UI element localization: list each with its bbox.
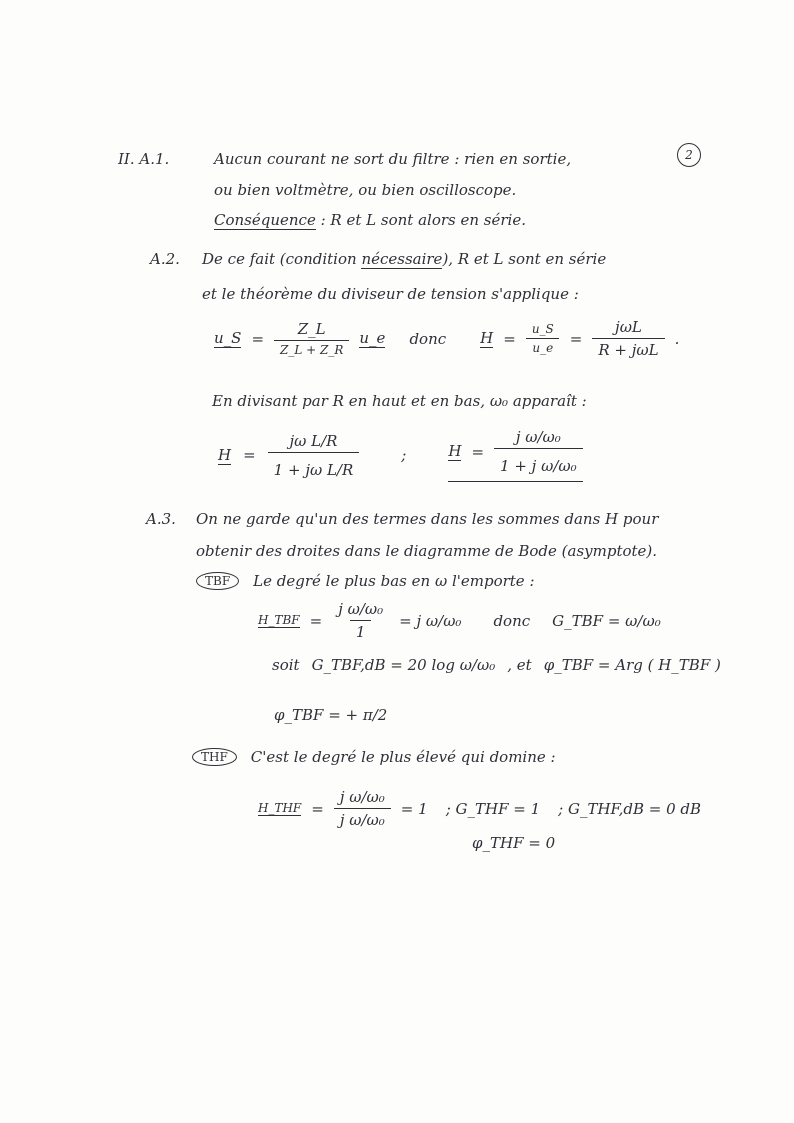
tbf-line: Le degré le plus bas en ω l'emporte :	[253, 572, 535, 590]
page-number	[677, 143, 701, 167]
period: .	[674, 329, 680, 348]
h-w0-equation	[218, 428, 583, 482]
h-r-fraction	[268, 432, 360, 479]
divider-equation	[214, 318, 679, 359]
thf-heading	[192, 748, 556, 766]
h-tbf-fraction	[332, 600, 389, 641]
consequence-text: : R et L sont alors en série.	[320, 211, 526, 229]
a1-line2: ou bien voltmètre, ou bien oscilloscope.	[214, 181, 517, 199]
h-w0-fraction	[494, 428, 583, 475]
a3-line2: obtenir des droites dans le diagramme de Bode (asymptote).	[196, 542, 658, 560]
equals-sign-7: =	[311, 799, 324, 818]
equals-sign-6: =	[309, 611, 323, 630]
phi-thf: φ_THF = 0	[472, 834, 556, 852]
r-jwl-denominator: R + jωL	[592, 338, 664, 359]
h-tbf-numerator: j ω/ω₀	[338, 600, 384, 618]
zl-fraction	[274, 320, 349, 357]
a2-line1-b: ), R et L sont en série	[442, 250, 607, 268]
a2-line1-a: De ce fait (condition	[202, 250, 362, 268]
a3-line1: On ne garde qu'un des termes dans les sommes dans H pour	[196, 510, 659, 528]
page-number-text: 2	[685, 148, 693, 162]
jwl-fraction	[592, 318, 664, 359]
et-word: , et	[507, 656, 532, 674]
g-thf: ; G_THF = 1	[445, 799, 541, 818]
phi-tbf: φ_TBF = + π/2	[274, 706, 388, 724]
h-symbol-2: H	[218, 445, 232, 464]
h-symbol-3: H	[448, 442, 462, 460]
thf-line: C'est le degré le plus élevé qui domine :	[250, 748, 556, 766]
h-tbf-equation	[258, 600, 661, 641]
ue-denominator: u_e	[526, 338, 559, 355]
a1-consequence	[214, 211, 526, 229]
donc-word: donc	[409, 329, 447, 348]
h-w0-boxed	[448, 428, 582, 482]
g-tbf-db-line	[272, 656, 721, 674]
a2-line1-underlined: nécessaire	[361, 250, 443, 268]
h-thf-equation	[258, 788, 701, 829]
equals-sign: =	[251, 329, 265, 348]
h-thf-denominator: j ω/ω₀	[334, 808, 391, 829]
g-thf-db: ; G_THF,dB = 0 dB	[558, 799, 702, 818]
tbf-heading	[196, 572, 535, 590]
equals-sign-5: =	[471, 442, 485, 461]
consequence-label: Conséquence	[214, 211, 316, 229]
soit-word: soit	[272, 656, 300, 674]
semicolon: ;	[401, 446, 407, 464]
h-w0-denominator: 1 + j ω/ω₀	[494, 448, 583, 475]
h-thf-result: = 1	[400, 799, 428, 818]
a1-line1: Aucun courant ne sort du filtre : rien en sortie,	[214, 150, 572, 168]
section-a2-label: A.2.	[150, 250, 180, 268]
us-ue-fraction	[526, 322, 560, 355]
equals-sign-3: =	[569, 329, 583, 348]
zl-numerator: Z_L	[297, 320, 326, 338]
jwl-numerator: jωL	[615, 318, 642, 336]
h-thf-fraction	[334, 788, 391, 829]
h-thf-symbol: H_THF	[258, 801, 302, 815]
phi-tbf-arg: φ_TBF = Arg ( H_TBF )	[543, 656, 721, 674]
h-r-denominator: 1 + jω L/R	[268, 452, 360, 479]
thf-badge: THF	[192, 748, 237, 766]
h-w0-numerator: j ω/ω₀	[515, 428, 561, 446]
a2-line2: et le théorème du diviseur de tension s'applique :	[202, 285, 579, 303]
h-tbf-denominator: 1	[350, 620, 372, 641]
h-tbf-symbol: H_TBF	[258, 613, 300, 627]
h-r-numerator: jω L/R	[289, 431, 338, 450]
ue-symbol: u_e	[359, 329, 386, 347]
a2-line1	[202, 250, 606, 268]
us-symbol: u_S	[214, 329, 242, 347]
tbf-badge: TBF	[196, 572, 239, 590]
section-a1-label: II. A.1.	[118, 150, 170, 168]
g-tbf-db: G_TBF,dB = 20 log ω/ω₀	[311, 656, 496, 674]
equals-sign-4: =	[243, 446, 256, 464]
section-a3-label: A.3.	[146, 510, 176, 528]
donc-word-2: donc	[493, 611, 531, 630]
zl-zr-denominator: Z_L + Z_R	[274, 340, 349, 357]
g-tbf: G_TBF = ω/ω₀	[552, 611, 661, 630]
h-tbf-result: = j ω/ω₀	[399, 611, 462, 630]
h-symbol: H	[480, 329, 494, 347]
us-numerator: u_S	[531, 322, 554, 336]
divide-by-r-line: En divisant par R en haut et en bas, ω₀ apparaît :	[212, 392, 587, 410]
equals-sign-2: =	[503, 329, 516, 348]
h-thf-numerator: j ω/ω₀	[339, 788, 385, 806]
